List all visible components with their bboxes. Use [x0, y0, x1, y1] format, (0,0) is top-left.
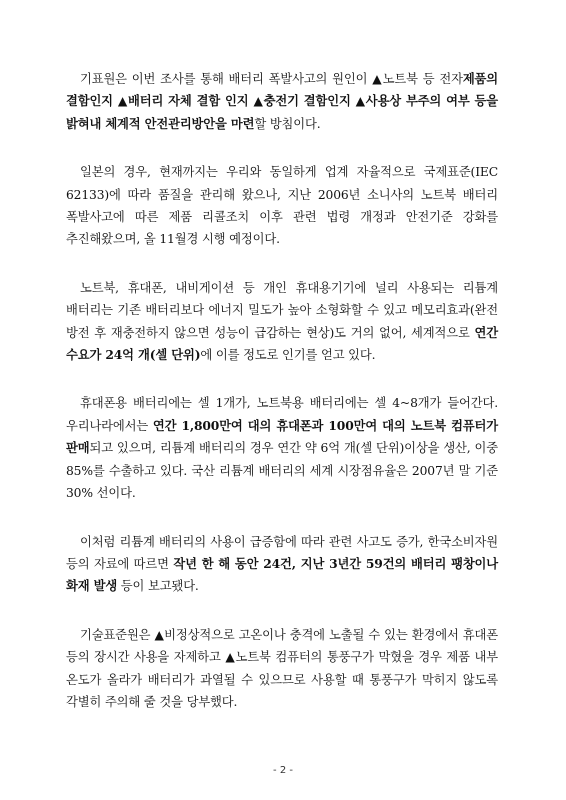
- text-run: 기표원은 이번 조사를 통해 배터리 폭발사고의 원인이 ▲노트북 등 전자: [80, 72, 463, 86]
- text-run-bold: 작년 한 해 동안 24건, 지난 3년간 59건의 배터리 팽창이나 화재 발생: [66, 555, 499, 594]
- document-body: [66, 68, 498, 739]
- paragraph-accident-statistics: [66, 531, 498, 598]
- text-run: 휴대폰용 배터리에는 셀 1개가, 노트북용 배터리에는 셀 4~8개가 들어간다. 우리나라에서는: [66, 396, 498, 433]
- paragraph-safety-advice: [66, 624, 498, 714]
- text-run-bold: 제품의 결함인지 ▲배터리 자체 결함 인지 ▲충전기 결함인지 ▲사용상 부주의 여부 등을 밝혀내 체계적 안전관리방안을 마련: [66, 71, 498, 131]
- text-run: 기술표준원은 ▲비정상적으로 고온이나 충격에 노출될 수 있는 환경에서 휴대폰 등의 장시간 사용을 자제하고 ▲노트북 컴퓨터의 통풍구가 막혔을 경우 제품 내부 온도가 올라가 배터리가 과열될 수 있으므로 사용할 때 통풍구가 막히지 않도록 각별히 주의해 줄 것을 당부했다.: [66, 627, 498, 709]
- text-run: 할 방침이다.: [254, 116, 321, 131]
- text-run: 이처럼 리튬계 배터리의 사용이 급증함에 따라 관련 사고도 증가, 한국소비자원 등의 자료에 따르면: [66, 534, 498, 571]
- text-run: 에 이를 정도로 인기를 얻고 있다.: [200, 348, 376, 363]
- text-run: 노트북, 휴대폰, 내비게이션 등 개인 휴대용기기에 널리 사용되는 리튬계 배터리는 기존 배터리보다 에너지 밀도가 높아 소형화할 수 있고 메모리효과(완전 방전 후 재충전하지 않으면 성능이 급감하는 현상)도 거의 없어, 세계적으로: [66, 280, 498, 340]
- paragraph-investigation-plan: [66, 68, 498, 135]
- page-number: - 2 -: [273, 765, 293, 776]
- text-run-bold: 연간 수요가 24억 개(셀 단위): [66, 324, 498, 363]
- text-run: 되고 있으며, 리튬계 배터리의 경우 연간 약 6억 개(셀 단위)이상을 생산, 이중 85%를 수출하고 있다. 국산 리튬계 배터리의 세계 시장점유율은 2007년 말 기준 30% 선이다.: [66, 441, 498, 501]
- text-run-bold: 연간 1,800만여 대의 휴대폰과 100만여 대의 노트북 컴퓨터가 판매: [66, 417, 498, 456]
- paragraph-japan-case: [66, 161, 498, 251]
- paragraph-domestic-market: [66, 392, 498, 504]
- paragraph-lithium-demand: [66, 277, 498, 367]
- text-run: 일본의 경우, 현재까지는 우리와 동일하게 업계 자율적으로 국제표준(IEC 62133)에 따라 품질을 관리해 왔으나, 지난 2006년 소니사의 노트북 배터리 폭발사고에 따른 제품 리콜조치 이후 관련 법령 개정과 안전기준 강화를 추진해왔으며, 올 11월경 시행 예정이다.: [66, 165, 498, 247]
- text-run: 등이 보고됐다.: [117, 579, 199, 594]
